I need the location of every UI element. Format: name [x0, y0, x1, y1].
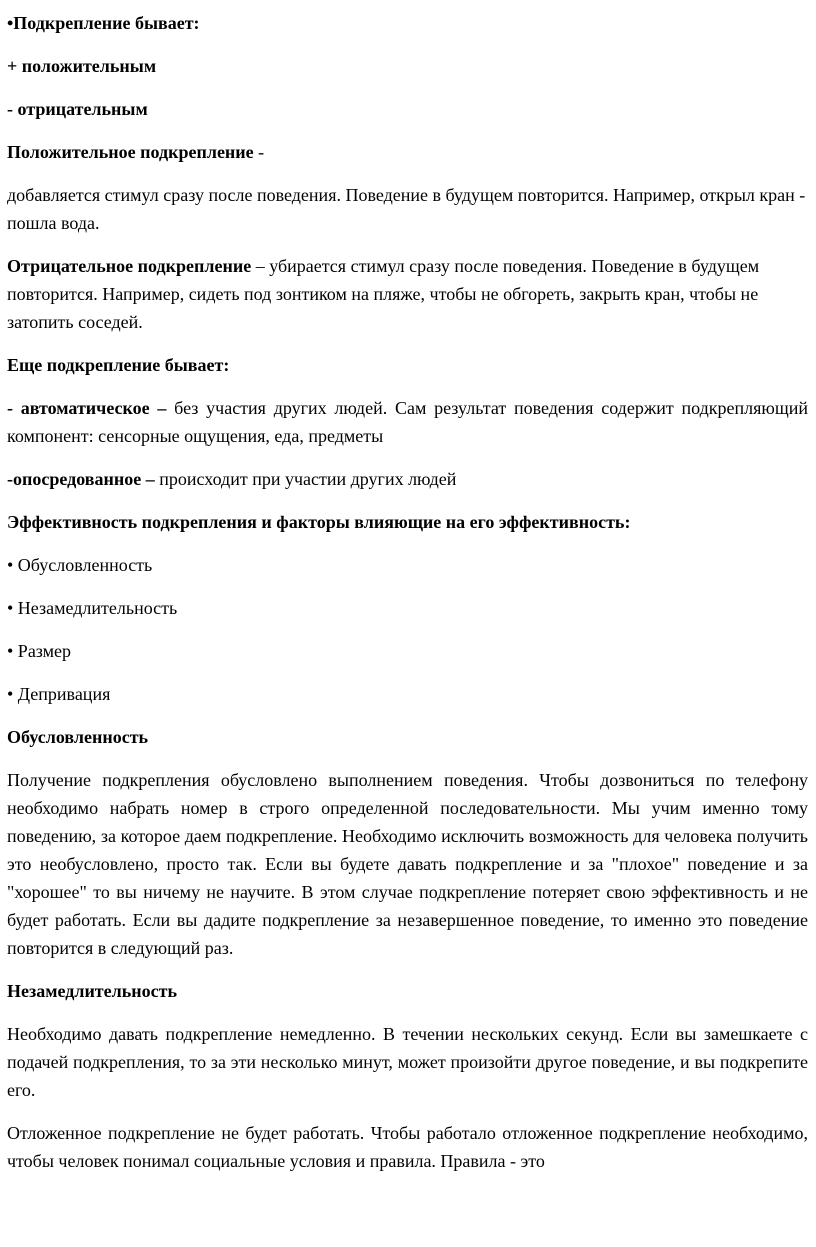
- para-mediated-definition: [7, 465, 808, 493]
- heading-immediacy: [7, 977, 808, 1005]
- text-run: • Размер: [7, 641, 72, 661]
- text-run: Эффективность подкрепления и факторы влияющие на его эффективность:: [7, 512, 631, 532]
- text-run: Получение подкрепления обусловлено выполнением поведения. Чтобы дозвониться по телефону необходимо набрать номер в строго определенной последовательности. Мы учим именно тому поведению, за которое даем подкрепление. Необходимо исключить возможность для человека получить это необусловлено, просто так. Если вы будете давать подкрепление и за "плохое" поведение и за "хорошее" то вы ничему не научите. В этом случае подкрепление потеряет свою эффективность и не будет работать. Если вы дадите подкрепление за незавершенное поведение, то именно это поведение повторится в следующий раз.: [7, 770, 808, 958]
- heading-conditionality: [7, 723, 808, 751]
- text-run: Отрицательное подкрепление: [7, 256, 252, 276]
- bullet-item-immediacy: [7, 594, 808, 622]
- text-run: • Депривация: [7, 684, 111, 704]
- para-reinforcement-types-title: [7, 9, 808, 37]
- text-run: – убирается стимул сразу после поведения. Поведение в будущем повторится. Например, сидеть под зонтиком на пляже, чтобы не обгореть, закрыть кран, чтобы не затопить соседей.: [7, 256, 760, 332]
- text-run: Незамедлительность: [7, 981, 177, 1001]
- bullet-item-conditionality: [7, 551, 808, 579]
- para-negative-item: [7, 95, 808, 123]
- text-run: -: [253, 142, 265, 162]
- text-run: • Незамедлительность: [7, 598, 178, 618]
- para-positive-heading: [7, 138, 808, 166]
- para-effectiveness-heading: [7, 508, 808, 536]
- para-more-types-heading: [7, 351, 808, 379]
- bullet-item-size: [7, 637, 808, 665]
- para-conditionality-body: [7, 766, 808, 962]
- para-positive-definition: [7, 181, 808, 237]
- text-run: - автоматическое –: [7, 398, 167, 418]
- text-run: + положительным: [7, 56, 157, 76]
- text-run: Необходимо давать подкрепление немедленно. В течении нескольких секунд. Если вы замешкаете с подачей подкрепления, то за эти несколько минут, может произойти другое поведение, и вы подкрепите его.: [7, 1024, 808, 1100]
- text-run: без участия других людей. Сам результат поведения содержит подкрепляющий компонент: сенсорные ощущения, еда, предметы: [7, 398, 808, 446]
- text-run: добавляется стимул сразу после поведения. Поведение в будущем повторится. Например, открыл кран - пошла вода.: [7, 185, 806, 233]
- text-run: •Подкрепление бывает:: [7, 13, 200, 33]
- para-positive-item: [7, 52, 808, 80]
- para-negative-definition: [7, 252, 808, 336]
- text-run: Обусловленность: [7, 727, 149, 747]
- text-run: • Обусловленность: [7, 555, 153, 575]
- text-run: Еще подкрепление бывает:: [7, 355, 230, 375]
- para-immediacy-body: [7, 1020, 808, 1104]
- text-run: -опосредованное –: [7, 469, 155, 489]
- text-run: - отрицательным: [7, 99, 148, 119]
- text-run: происходит при участии других людей: [154, 469, 457, 489]
- para-delayed-reinforcement-body: [7, 1119, 808, 1175]
- para-automatic-definition: [7, 394, 808, 450]
- text-run: Положительное подкрепление: [7, 142, 254, 162]
- bullet-item-deprivation: [7, 680, 808, 708]
- text-run: Отложенное подкрепление не будет работать. Чтобы работало отложенное подкрепление необходимо, чтобы человек понимал социальные условия и правила. Правила - это: [7, 1123, 808, 1171]
